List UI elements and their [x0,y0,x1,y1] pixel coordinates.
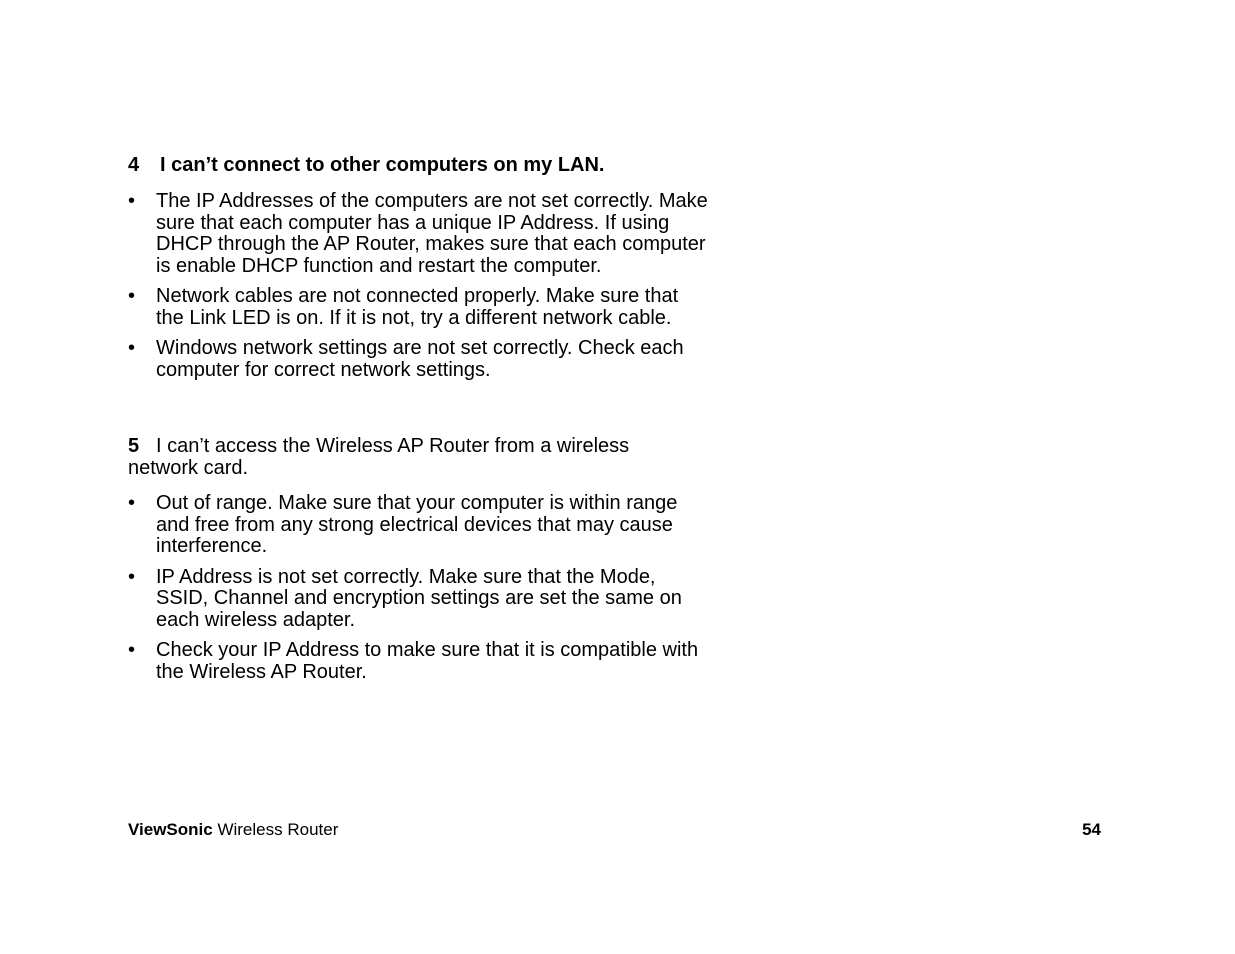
list-item [128,191,708,277]
footer-product [128,820,338,840]
list-item [128,493,708,558]
bullet-icon: • [128,190,136,212]
section-5-heading [128,435,688,479]
section-5-number: 5 [128,435,140,457]
bullet-icon: • [128,285,136,307]
bullet-text: IP Address is not set correctly. Make sure that the Mode, SSID, Channel and encryption settings are set the same on each wireless adapter. [156,565,682,631]
list-item [128,640,708,683]
section-4-heading [128,154,605,176]
section-5-bullet-list [128,493,708,692]
bullet-icon: • [128,639,136,661]
list-item [128,567,708,632]
list-item [128,286,708,329]
footer-brand: ViewSonic [128,820,213,839]
section-4-number: 4 [128,154,140,176]
page-number: 54 [1082,820,1101,839]
section-5-title-line2: network card. [128,457,249,479]
bullet-icon: • [128,565,136,588]
section-4-bullet-list [128,191,708,390]
footer-product-name: Wireless Router [217,820,339,839]
bullet-text: Out of range. Make sure that your computer is within range and free from any strong electrical devices that may cause interference. [156,492,678,557]
bullet-icon: • [128,492,136,514]
list-item [128,338,708,381]
bullet-icon: • [128,337,136,359]
bullet-text: Network cables are not connected properly. Make sure that the Link LED is on. If it is not, try a different network cable. [156,285,679,329]
section-5-title: I can’t access the Wireless AP Router from a wireless [156,435,630,457]
bullet-text: Windows network settings are not set correctly. Check each computer for correct network settings. [156,337,684,381]
bullet-text: Check your IP Address to make sure that it is compatible with the Wireless AP Router. [156,639,699,683]
bullet-text: The IP Addresses of the computers are not set correctly. Make sure that each computer has a unique IP Address. If using DHCP through the AP Router, makes sure that each computer is enable DHCP function and restart the computer. [156,190,708,277]
section-4-title: I can’t connect to other computers on my LAN. [160,154,605,176]
